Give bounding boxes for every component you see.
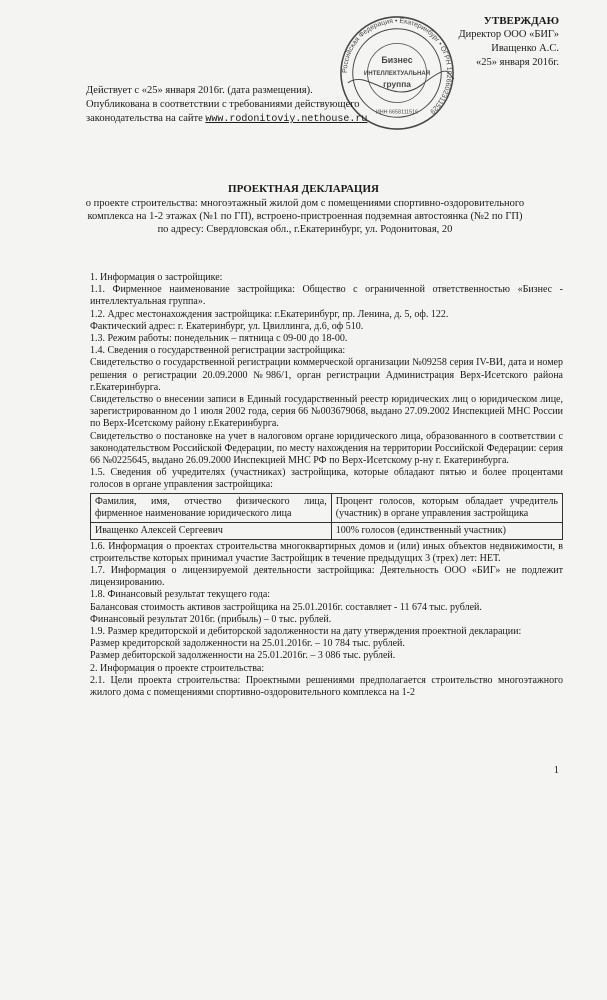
section-1-5: 1.5. Сведения об учредителях (участниках) застройщика, которые обладают пятью и более процентами голосов в органе управления застройщика: (90, 467, 563, 491)
section-1-2: 1.2. Адрес местонахождения застройщика: г.Екатеринбург, пр. Ленина, д. 5, оф. 122. (90, 308, 449, 320)
table-header-row (91, 493, 563, 522)
section-1-1: 1.1. Фирменное наименование застройщика: Общество с ограниченной ответственностью «Бизнес - интеллектуальная группа». (90, 284, 563, 308)
approval-heading: УТВЕРЖДАЮ (483, 15, 559, 27)
table-row (91, 522, 563, 539)
section-1-2-actual-address: Фактический адрес: г. Екатеринбург, ул. Цвиллинга, д.6, оф 510. (90, 320, 364, 332)
seal-line-3: группа (383, 78, 411, 89)
section-2-heading: 2. Информация о проекте строительства: (90, 662, 265, 674)
section-1-8: 1.8. Финансовый результат текущего года: (90, 589, 271, 601)
validity-line-3 (86, 112, 466, 127)
seal-outer-text: Российская Федерация • Екатеринбург • ОГРН 1026602311529 (341, 17, 453, 115)
page-number: 1 (553, 765, 559, 776)
seal-line-2: ИНТЕЛЛЕКТУАЛЬНАЯ (363, 69, 431, 77)
section-1-4-tax: Свидетельство о постановке на учет в налоговом органе юридического лица, образованного в соответствии с законодательством Российской Федерации, по месту нахождения на территории Российской Федерации: серия 66 №0225645, выдано 26.09.2000 Инспекцией МНС РФ по Верх-Исетскому р-ну г. Екатеринбурга. (90, 430, 563, 467)
subtitle-line-1: о проекте строительства: многоэтажный жилой дом с помещениями спортивно-оздоровительного (85, 198, 525, 209)
website-link[interactable]: www.rodonitoviy.nethouse.ru (205, 114, 368, 125)
section-1-3: 1.3. Режим работы: понедельник – пятница с 09-00 до 18-00. (90, 333, 348, 345)
approval-position: Директор ООО «БИГ» (458, 29, 559, 40)
validity-note (86, 84, 466, 127)
section-1-7: 1.7. Информация о лицензируемой деятельности застройщика: Деятельность ООО «БИГ» не подлежит лицензированию. (90, 565, 563, 589)
subtitle-line-3: по адресу: Свердловская обл., г.Екатеринбург, ул. Родонитовая, 20 (157, 224, 453, 235)
validity-line-3-prefix: законодательства на сайте (86, 113, 206, 124)
section-2-1: 2.1. Цели проекта строительства: Проектными решениями предполагается строительство многоэтажного жилого дома с помещениями спортивно-оздоровительного комплекса на 1-2 (90, 674, 563, 699)
founders-table (90, 493, 563, 540)
validity-line-1: Действует с «25» января 2016г. (дата размещения). (86, 85, 313, 96)
section-1-9-receivables: Размер дебиторской задолженности на 25.01.2016г. – 3 086 тыс. рублей. (90, 650, 396, 662)
document-body (90, 272, 563, 699)
table-cell-percent: 100% голосов (единственный участник) (331, 522, 562, 539)
table-cell-name: Иващенко Алексей Сергеевич (91, 522, 332, 539)
approval-signer: Иващенко А.С. (491, 43, 559, 54)
document-title: ПРОЕКТНАЯ ДЕКЛАРАЦИЯ (228, 183, 379, 195)
section-1-4-egrul: Свидетельство о внесении записи в Единый государственный реестр юридических лиц о юридическом лице, зарегистрированном до 1 июля 2002 года, серия 66 №003679068, выдано 27.09.2002 Инспекцией МНС России по Верх-Исетскому району г.Екатеринбурга. (90, 394, 563, 430)
section-1-heading: 1. Информация о застройщике: (90, 272, 223, 283)
section-1-8-result: Финансовый результат 2016г. (прибыль) – 0 тыс. рублей. (90, 613, 332, 625)
section-1-6: 1.6. Информация о проектах строительства многоквартирных домов и (или) иных объектов недвижимости, в строительстве которых принимал участие Застройщик в течение предыдущих 3 (трех) лет: НЕТ. (90, 540, 563, 564)
section-1-8-assets: Балансовая стоимость активов застройщика на 25.01.2016г. составляет - 11 674 тыс. рублей. (90, 601, 482, 613)
approval-date: «25» января 2016г. (475, 57, 559, 68)
section-1-9-payables: Размер кредиторской задолженности на 25.01.2016г. – 10 784 тыс. рублей. (90, 638, 405, 650)
validity-line-2: Опубликована в соответствии с требованиями действующего (86, 99, 360, 110)
section-1-9: 1.9. Размер кредиторской и дебиторской задолженности на дату утверждения проектной декларации: (90, 626, 522, 638)
section-1-4-registration: Свидетельство о государственной регистрации коммерческой организации №09258 серия IV-ВИ, дата и номер решения о регистрации 20.09.2000 №986/1, орган регистрации Администрация Верх-Исетского района г.Екатеринбурга. (90, 357, 563, 393)
seal-inn: ИНН 6658111516 (375, 109, 419, 116)
section-1-4: 1.4. Сведения о государственной регистрации застройщика: (90, 345, 346, 357)
table-header-percent: Процент голосов, которым обладает учредитель (участник) в органе управления застройщика (331, 493, 562, 522)
document-subtitle (80, 197, 530, 236)
table-header-name: Фамилия, имя, отчество физического лица, фирменное наименование юридического лица (91, 493, 332, 522)
seal-line-1: Бизнес (381, 55, 413, 66)
approval-block (458, 14, 559, 70)
subtitle-line-2: комплекса на 1-2 этажах (№1 по ГП), встроено-пристроенная подземная автостоянка (№2 по ГП) (87, 211, 523, 222)
